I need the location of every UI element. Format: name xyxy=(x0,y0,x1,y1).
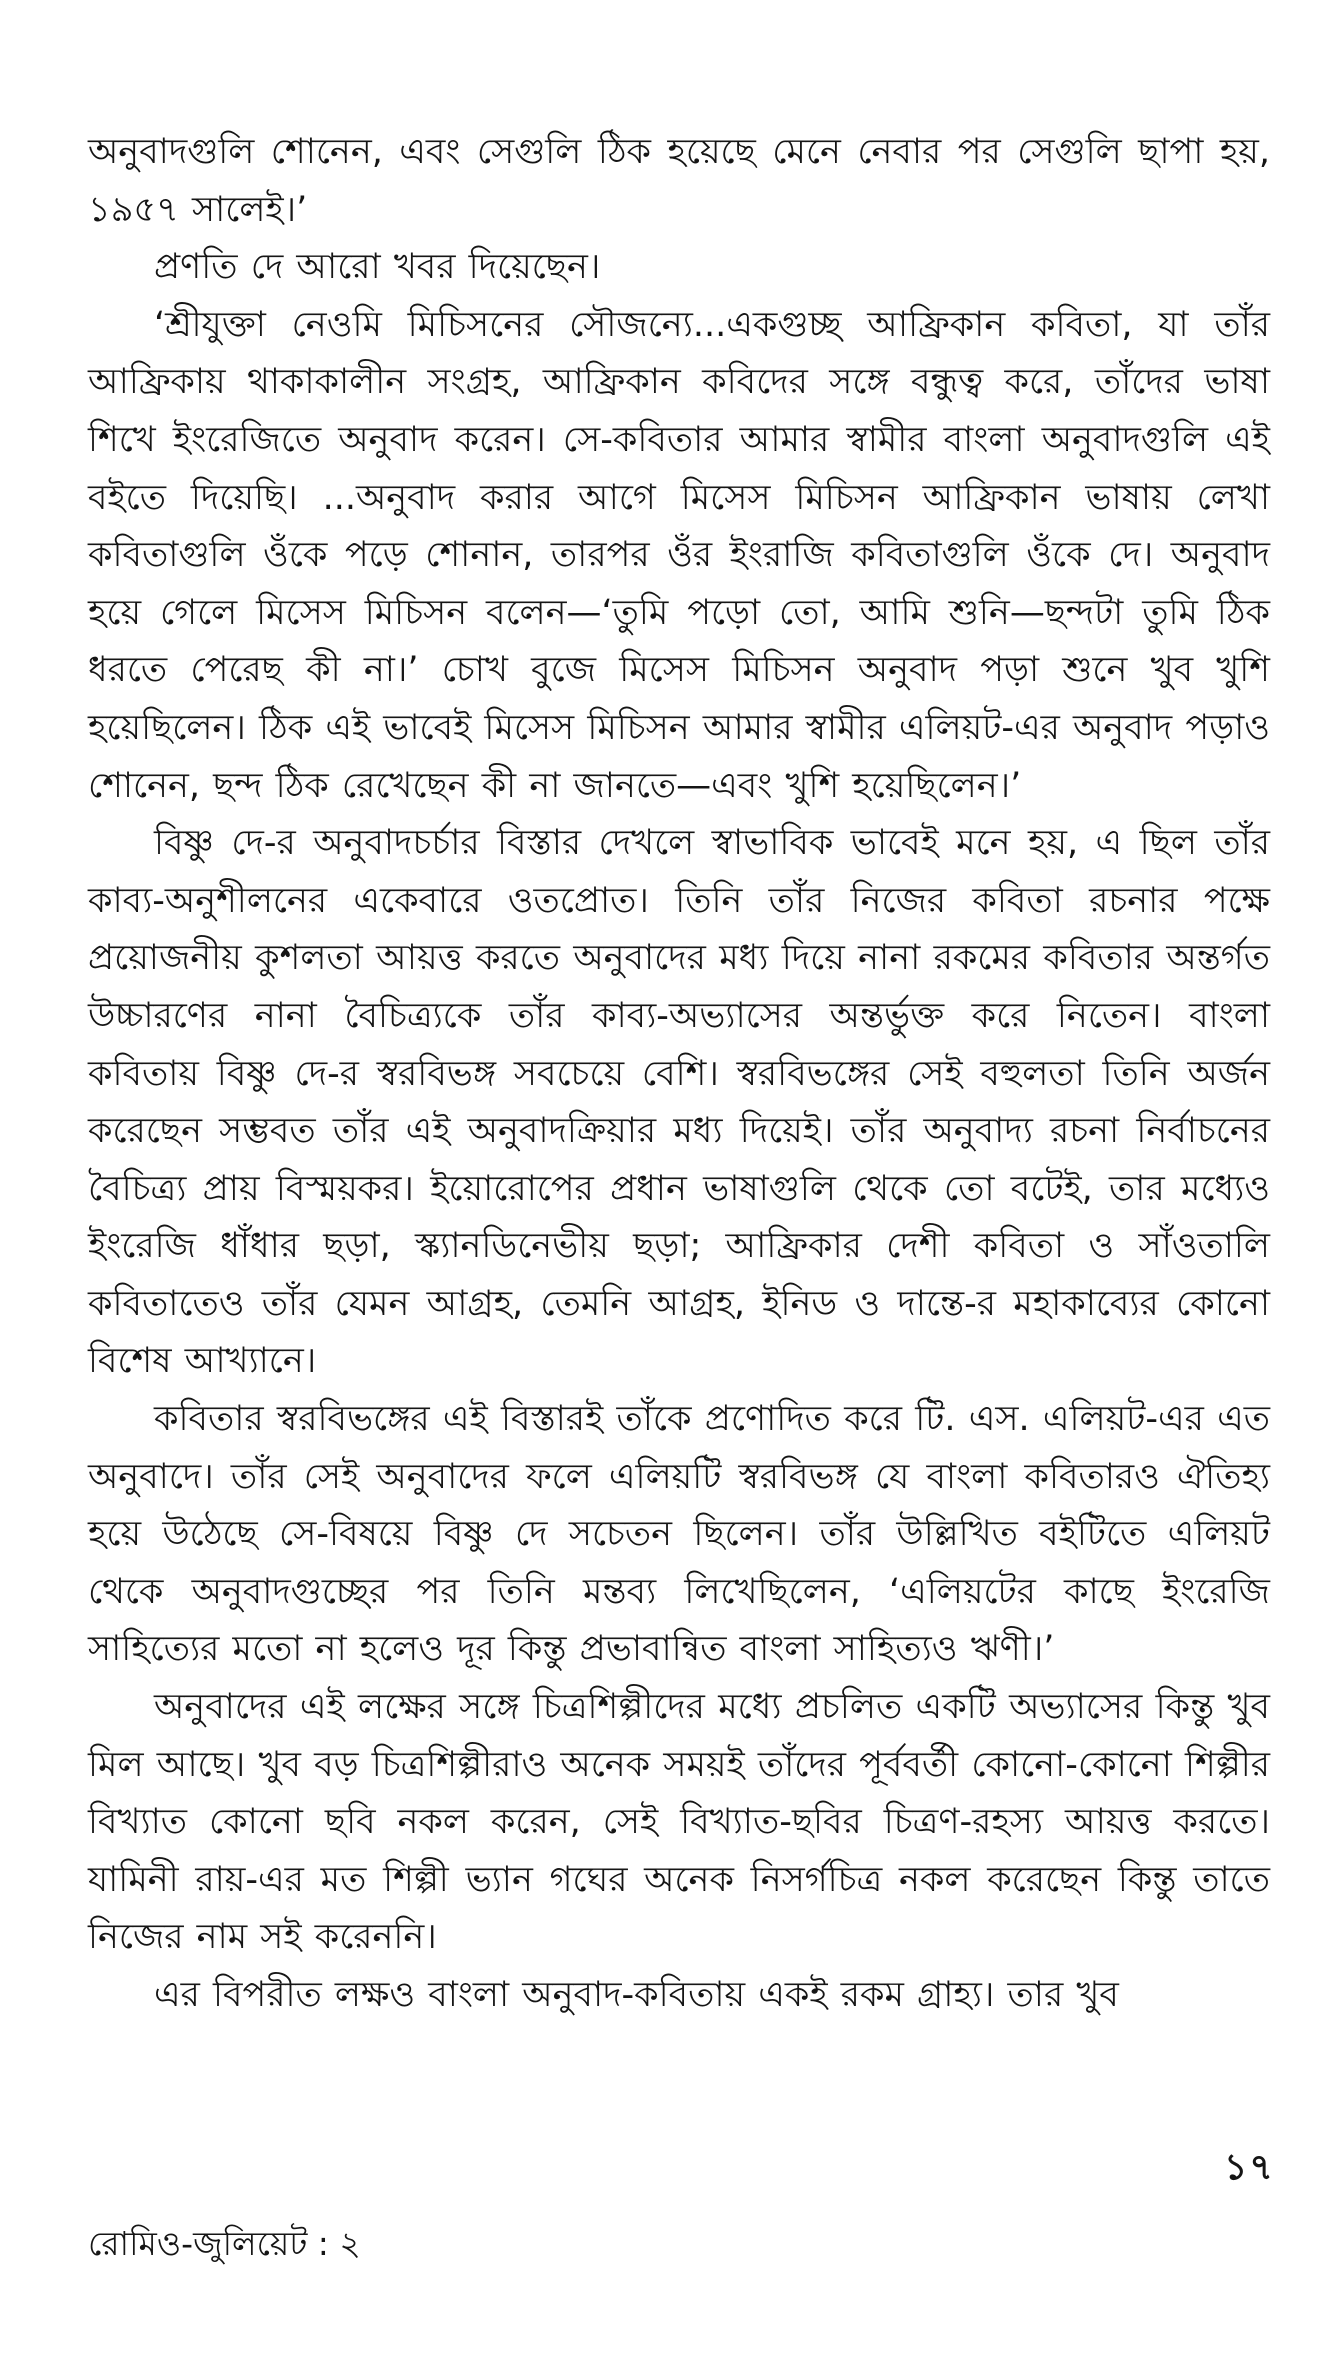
signature-mark: রোমিও-জুলিয়েট : ২ xyxy=(88,2224,361,2263)
paragraph: প্রণতি দে আরো খবর দিয়েছেন। xyxy=(154,247,601,288)
page-number: ১৭ xyxy=(1224,2147,1275,2188)
book-page xyxy=(88,124,1275,2324)
paragraph: কবিতার স্বরবিভঙ্গের এই বিস্তারই তাঁকে প্রণোদিত করে টি. এস. এলিয়ট-এর এত অনুবাদে। তাঁর সেই অনুবাদের ফলে এলিয়টি স্বরবিভঙ্গ যে বাংলা কবিতারও ঐতিহ্য হয়ে উঠেছে সে-বিষয়ে বিষ্ণু দে সচেতন ছিলেন। তাঁর উল্লিখিত বইটিতে এলিয়ট থেকে অনুবাদগুচ্ছের পর তিনি মন্তব্য লিখেছিলেন, ‘এলিয়টের কাছে ইংরেজি সাহিত্যের মতো না হলেও দূর কিন্তু প্রভাবান্বিত বাংলা সাহিত্যও ঋণী।’ xyxy=(88,1399,1270,1670)
paragraph: অনুবাদের এই লক্ষের সঙ্গে চিত্রশিল্পীদের মধ্যে প্রচলিত একটি অভ্যাসের কিন্তু খুব মিল আছে। খুব বড় চিত্রশিল্পীরাও অনেক সময়ই তাঁদের পূর্ববর্তী কোনো-কোনো শিল্পীর বিখ্যাত কোনো ছবি নকল করেন, সেই বিখ্যাত-ছবির চিত্রণ-রহস্য আয়ত্ত করতে। যামিনী রায়-এর মত শিল্পী ভ্যান গঘের অনেক নিসর্গচিত্র নকল করেছেন কিন্তু তাতে নিজের নাম সই করেননি। xyxy=(88,1687,1270,1958)
paragraph-quote: ‘শ্রীযুক্তা নেওমি মিচিসনের সৌজন্যে...একগুচ্ছ আফ্রিকান কবিতা, যা তাঁর আফ্রিকায় থাকাকালীন সংগ্রহ, আফ্রিকান কবিদের সঙ্গে বন্ধুত্ব করে, তাঁদের ভাষা শিখে ইংরেজিতে অনুবাদ করেন। সে-কবিতার আমার স্বামীর বাংলা অনুবাদগুলি এই বইতে দিয়েছি। ...অনুবাদ করার আগে মিসেস মিচিসন আফ্রিকান ভাষায় লেখা কবিতাগুলি ওঁকে পড়ে শোনান, তারপর ওঁর ইংরাজি কবিতাগুলি ওঁকে দে। অনুবাদ হয়ে গেলে মিসেস মিচিসন বলেন—‘তুমি পড়ো তো, আমি শুনি—ছন্দটা তুমি ঠিক ধরতে পেরেছ কী না।’ চোখ বুজে মিসেস মিচিসন অনুবাদ পড়া শুনে খুব খুশি হয়েছিলেন। ঠিক এই ভাবেই মিসেস মিচিসন আমার স্বামীর এলিয়ট-এর অনুবাদ পড়াও শোনেন, ছন্দ ঠিক রেখেছেন কী না জানতে—এবং খুশি হয়েছিলেন।’ xyxy=(88,304,1270,806)
paragraph: বিষ্ণু দে-র অনুবাদচর্চার বিস্তার দেখলে স্বাভাবিক ভাবেই মনে হয়, এ ছিল তাঁর কাব্য-অনুশীলনের একেবারে ওতপ্রোত। তিনি তাঁর নিজের কবিতা রচনার পক্ষে প্রয়োজনীয় কুশলতা আয়ত্ত করতে অনুবাদের মধ্য দিয়ে নানা রকমের কবিতার অন্তর্গত উচ্চারণের নানা বৈচিত্র্যকে তাঁর কাব্য-অভ্যাসের অন্তর্ভুক্ত করে নিতেন। বাংলা কবিতায় বিষ্ণু দে-র স্বরবিভঙ্গ সবচেয়ে বেশি। স্বরবিভঙ্গের সেই বহুলতা তিনি অর্জন করেছেন সম্ভবত তাঁর এই অনুবাদক্রিয়ার মধ্য দিয়েই। তাঁর অনুবাদ্য রচনা নির্বাচনের বৈচিত্র্য প্রায় বিস্ময়কর। ইয়োরোপের প্রধান ভাষাগুলি থেকে তো বটেই, তার মধ্যেও ইংরেজি ধাঁধার ছড়া, স্ক্যানডিনেভীয় ছড়া; আফ্রিকার দেশী কবিতা ও সাঁওতালি কবিতাতেও তাঁর যেমন আগ্রহ, তেমনি আগ্রহ, ইনিড ও দান্তে-র মহাকাব্যের কোনো বিশেষ আখ্যানে। xyxy=(88,823,1270,1382)
body-text xyxy=(88,124,1270,2025)
paragraph-continued: অনুবাদগুলি শোনেন, এবং সেগুলি ঠিক হয়েছে মেনে নেবার পর সেগুলি ছাপা হয়, ১৯৫৭ সালেই।’ xyxy=(88,132,1270,230)
paragraph: এর বিপরীত লক্ষও বাংলা অনুবাদ-কবিতায় একই রকম গ্রাহ্য। তার খুব xyxy=(154,1975,1119,2015)
